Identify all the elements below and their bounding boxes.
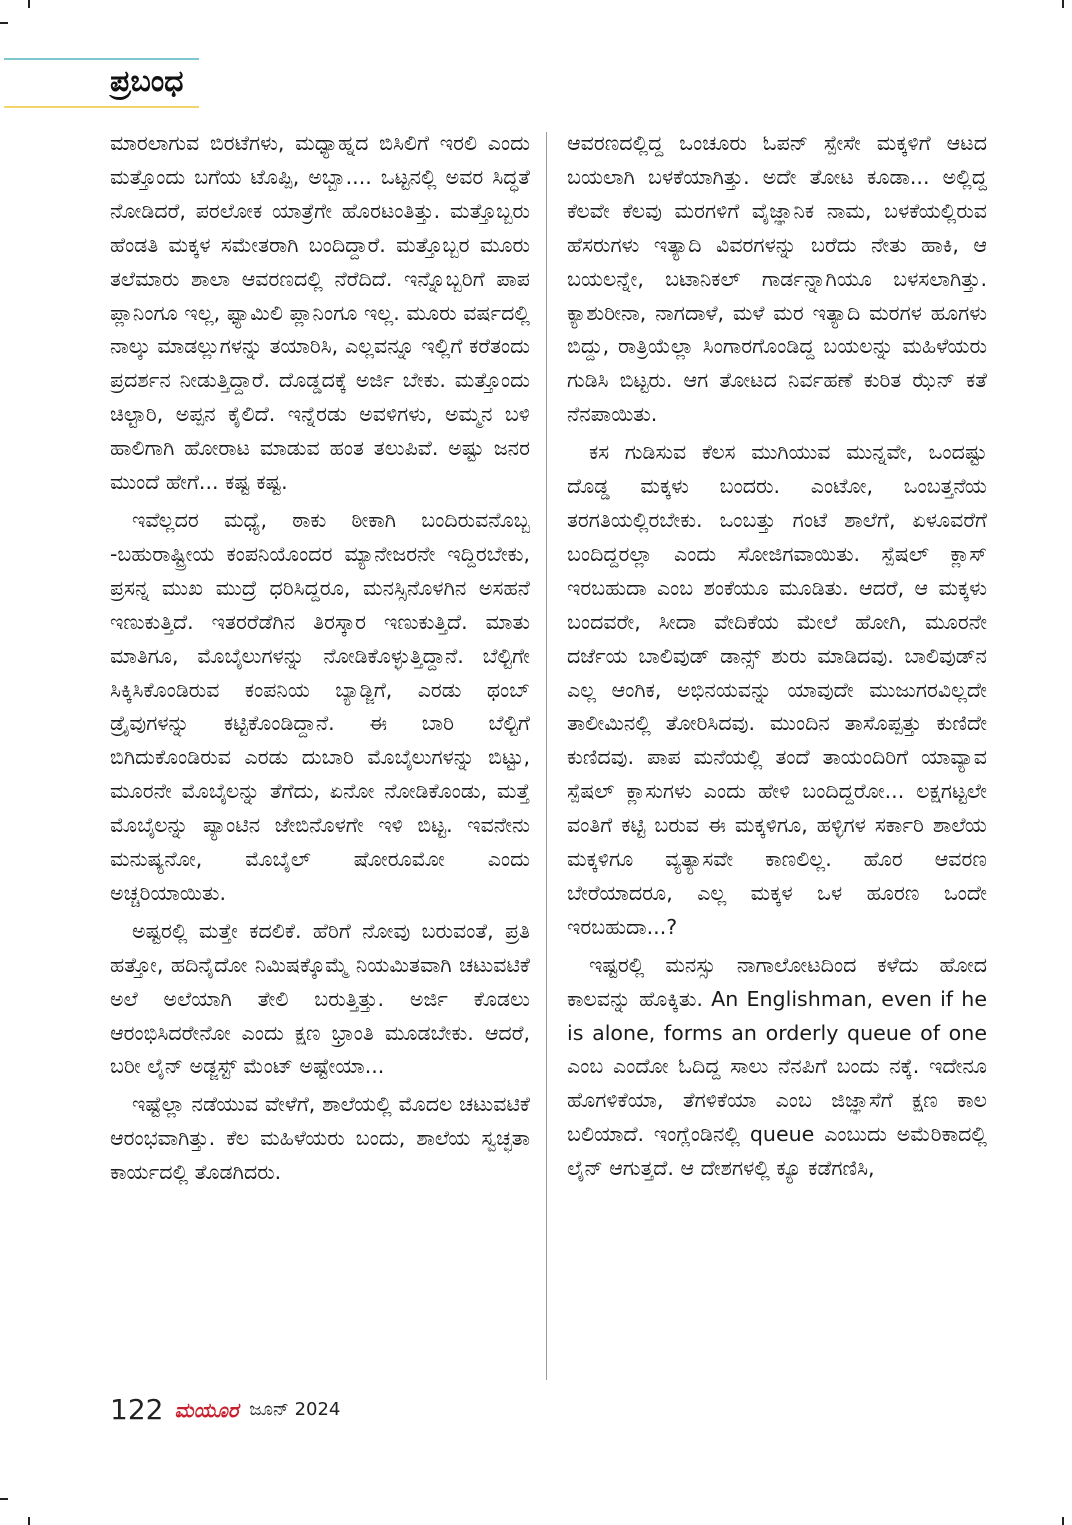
paragraph: ಇವೆಲ್ಲದರ ಮಧ್ಯೆ, ಠಾಕು ಠೀಕಾಗಿ ಬಂದಿರುವನೊಬ್ಬ -ಬಹುರಾಷ್ಟ್ರೀಯ ಕಂಪನಿಯೊಂದರ ಮ್ಯಾನೇಜರನೇ ಇದ್ದಿರಬೇಕು, ಪ್ರಸನ್ನ ಮುಖ ಮುದ್ರೆ ಧರಿಸಿದ್ದರೂ, ಮನಸ್ಸಿನೊಳಗಿನ ಅಸಹನೆ ಇಣುಕುತ್ತಿದೆ. ಇತರರೆಡೆಗಿನ ತಿರಸ್ಕಾರ ಇಣುಕುತ್ತಿದೆ. ಮಾತು ಮಾತಿಗೂ, ಮೊಬೈಲುಗಳನ್ನು ನೋಡಿಕೊಳ್ಳುತ್ತಿದ್ದಾನೆ. ಬೆಲ್ಟಿಗೇ ಸಿಕ್ಕಿಸಿಕೊಂಡಿರುವ ಕಂಪನಿಯ ಬ್ಯಾಡ್ಜಿಗೆ, ಎರಡು ಥಂಬ್ ಡ್ರೈವುಗಳನ್ನು ಕಟ್ಟಿಕೊಂಡಿದ್ದಾನೆ. ಈ ಬಾರಿ ಬೆಲ್ಟಿಗೆ ಬಿಗಿದುಕೊಂಡಿರುವ ಎರಡು ದುಬಾರಿ ಮೊಬೈಲುಗಳನ್ನು ಬಿಟ್ಟು, ಮೂರನೇ ಮೊಬೈಲನ್ನು ತೆಗೆದು, ಏನೋ ನೋಡಿಕೊಂಡು, ಮತ್ತೆ ಮೊಬೈಲನ್ನು ಪ್ಯಾಂಟಿನ ಜೇಬಿನೊಳಗೇ ಇಳಿ ಬಿಟ್ಟ. ಇವನೇನು ಮನುಷ್ಯನೋ, ಮೊಬೈಲ್ ಷೋರೂಮೋ ಎಂದು ಅಚ್ಚರಿಯಾಯಿತು. bbox=[110, 507, 530, 905]
left-column bbox=[110, 127, 530, 1194]
right-column bbox=[567, 127, 987, 1190]
paragraph: ಮಾರಲಾಗುವ ಬಿರಟೆಗಳು, ಮಧ್ಯಾಹ್ನದ ಬಿಸಿಲಿಗೆ ಇರಲಿ ಎಂದು ಮತ್ತೊಂದು ಬಗೆಯ ಟೊಪ್ಪಿ, ಅಬ್ಬಾ.... ಒಟ್ಟನಲ್ಲಿ ಅವರ ಸಿದ್ಧತೆ ನೋಡಿದರೆ, ಪರಲೋಕ ಯಾತ್ರೆಗೇ ಹೊರಟಂತಿತ್ತು. ಮತ್ತೊಬ್ಬರು ಹೆಂಡತಿ ಮಕ್ಕಳ ಸಮೇತರಾಗಿ ಬಂದಿದ್ದಾರೆ. ಮತ್ತೊಬ್ಬರ ಮೂರು ತಲೆಮಾರು ಶಾಲಾ ಆವರಣದಲ್ಲಿ ನೆರೆದಿದೆ. ಇನ್ನೊಬ್ಬರಿಗೆ ಪಾಪ ಪ್ಲಾನಿಂಗೂ ಇಲ್ಲ, ಫ್ಯಾಮಿಲಿ ಪ್ಲಾನಿಂಗೂ ಇಲ್ಲ. ಮೂರು ವರ್ಷದಲ್ಲಿ ನಾಲ್ಕು ಮಾಡಲ್ಲುಗಳನ್ನು ತಯಾರಿಸಿ, ಎಲ್ಲವನ್ನೂ ಇಲ್ಲಿಗೆ ಕರೆತಂದು ಪ್ರದರ್ಶನ ನೀಡುತ್ತಿದ್ದಾರೆ. ದೊಡ್ಡದಕ್ಕೆ ಅರ್ಜಿ ಬೇಕು. ಮತ್ತೊಂದು ಚಿಲ್ಟಾರಿ, ಅಪ್ಪನ ಕೈಲಿದೆ. ಇನ್ನೆರಡು ಅವಳಿಗಳು, ಅಮ್ಮನ ಬಳಿ ಹಾಲಿಗಾಗಿ ಹೋರಾಟ ಮಾಡುವ ಹಂತ ತಲುಪಿವೆ. ಅಷ್ಟು ಜನರ ಮುಂದೆ ಹೇಗೆ... ಕಷ್ಟ ಕಷ್ಟ. bbox=[110, 131, 530, 495]
header-rule-bottom bbox=[4, 106, 199, 108]
crop-mark bbox=[0, 1498, 8, 1500]
header-rule-top bbox=[4, 58, 199, 60]
section-header bbox=[0, 58, 205, 110]
column-divider bbox=[546, 132, 547, 1380]
paragraph: ಇಷ್ಟೆಲ್ಲಾ ನಡೆಯುವ ವೇಳೆಗೆ, ಶಾಲೆಯಲ್ಲಿ ಮೊದಲ ಚಟುವಟಿಕೆ ಆರಂಭವಾಗಿತ್ತು. ಕೆಲ ಮಹಿಳೆಯರು ಬಂದು, ಶಾಲೆಯ ಸ್ವಚ್ಛತಾ ಕಾರ್ಯದಲ್ಲಿ ತೊಡಗಿದರು. bbox=[110, 1092, 530, 1185]
section-title: ಪ್ರಬಂಧ bbox=[110, 64, 184, 99]
crop-mark bbox=[28, 0, 30, 8]
crop-mark bbox=[1062, 0, 1064, 8]
crop-mark bbox=[1062, 1517, 1064, 1525]
page-number: 122 bbox=[110, 1393, 164, 1426]
paragraph: ಇಷ್ಟರಲ್ಲಿ ಮನಸ್ಸು ನಾಗಾಲೋಟದಿಂದ ಕಳೆದು ಹೋದ ಕಾಲವನ್ನು ಹೊಕ್ಕಿತು. An Englishman, even if he is alone, forms an orderly queue of one ಎಂಬ ಎಂದೋ ಓದಿದ್ದ ಸಾಲು ನೆನಪಿಗೆ ಬಂದು ನಕ್ಕೆ. ಇದೇನೂ ಹೊಗಳಿಕೆಯಾ, ತೆಗಳಿಕೆಯಾ ಎಂಬ ಜಿಜ್ಞಾಸೆಗೆ ಕ್ಷಣ ಕಾಲ ಬಲಿಯಾದೆ. ಇಂಗ್ಲೆಂಡಿನಲ್ಲಿ queue ಎಂಬುದು ಅಮೆರಿಕಾದಲ್ಲಿ ಲೈನ್ ಆಗುತ್ತದೆ. ಆ ದೇಶಗಳಲ್ಲಿ ಕ್ಯೂ ಕಡೆಗಣಿಸಿ, bbox=[567, 952, 987, 1181]
crop-mark bbox=[0, 22, 8, 24]
paragraph: ಕಸ ಗುಡಿಸುವ ಕೆಲಸ ಮುಗಿಯುವ ಮುನ್ನವೇ, ಒಂದಷ್ಟು ದೊಡ್ಡ ಮಕ್ಕಳು ಬಂದರು. ಎಂಟೋ, ಒಂಬತ್ತನೆಯ ತರಗತಿಯಲ್ಲಿರಬೇಕು. ಒಂಬತ್ತು ಗಂಟೆ ಶಾಲೆಗೆ, ಏಳೂವರೆಗೆ ಬಂದಿದ್ದರಲ್ಲಾ ಎಂದು ಸೋಜಿಗವಾಯಿತು. ಸ್ಪೆಷಲ್ ಕ್ಲಾಸ್ ಇರಬಹುದಾ ಎಂಬ ಶಂಕೆಯೂ ಮೂಡಿತು. ಆದರೆ, ಆ ಮಕ್ಕಳು ಬಂದವರೇ, ಸೀದಾ ವೇದಿಕೆಯ ಮೇಲೆ ಹೋಗಿ, ಮೂರನೇ ದರ್ಜೆಯ ಬಾಲಿವುಡ್ ಡಾನ್ಸ್ ಶುರು ಮಾಡಿದವು. ಬಾಲಿವುಡ್‌ನ ಎಲ್ಲ ಆಂಗಿಕ, ಅಭಿನಯವನ್ನು ಯಾವುದೇ ಮುಜುಗರವಿಲ್ಲದೇ ತಾಲೀಮಿನಲ್ಲಿ ತೋರಿಸಿದವು. ಮುಂದಿನ ತಾಸೊಪ್ಪತ್ತು ಕುಣಿದೇ ಕುಣಿದವು. ಪಾಪ ಮನೆಯಲ್ಲಿ ತಂದೆ ತಾಯಂದಿರಿಗೆ ಯಾವ್ಯಾವ ಸ್ಪೆಷಲ್ ಕ್ಲಾಸುಗಳು ಎಂದು ಹೇಳಿ ಬಂದಿದ್ದರೋ... ಲಕ್ಷಗಟ್ಟಲೇ ವಂತಿಗೆ ಕಟ್ಟಿ ಬರುವ ಈ ಮಕ್ಕಳಿಗೂ, ಹಳ್ಳಿಗಳ ಸರ್ಕಾರಿ ಶಾಲೆಯ ಮಕ್ಕಳಿಗೂ ವ್ಯತ್ಯಾಸವೇ ಕಾಣಲಿಲ್ಲ. ಹೊರ ಆವರಣ ಬೇರೆಯಾದರೂ, ಎಲ್ಲ ಮಕ್ಕಳ ಒಳ ಹೂರಣ ಒಂದೇ ಇರಬಹುದಾ...? bbox=[567, 440, 987, 939]
paragraph: ಅಷ್ಟರಲ್ಲಿ ಮತ್ತೇ ಕದಲಿಕೆ. ಹೆರಿಗೆ ನೋವು ಬರುವಂತೆ, ಪ್ರತಿ ಹತ್ತೋ, ಹದಿನೈದೋ ನಿಮಿಷಕ್ಕೊಮ್ಮೆ ನಿಯಮಿತವಾಗಿ ಚಟುವಟಿಕೆ ಅಲೆ ಅಲೆಯಾಗಿ ತೇಲಿ ಬರುತ್ತಿತ್ತು. ಅರ್ಜಿ ಕೊಡಲು ಆರಂಭಿಸಿದರೇನೋ ಎಂದು ಕ್ಷಣ ಭ್ರಾಂತಿ ಮೂಡಬೇಕು. ಆದರೆ, ಬರೀ ಲೈನ್ ಅಡ್ಜಸ್ಟ್ ಮೆಂಟ್ ಅಷ್ಟೇಯಾ... bbox=[110, 918, 530, 1079]
page-footer bbox=[110, 1393, 340, 1427]
issue-date: ಜೂನ್ 2024 bbox=[249, 1399, 341, 1420]
magazine-logo: ಮಯೂರ bbox=[174, 1397, 239, 1422]
paragraph: ಆವರಣದಲ್ಲಿದ್ದ ಒಂಚೂರು ಓಪನ್ ಸ್ಪೇಸೇ ಮಕ್ಕಳಿಗೆ ಆಟದ ಬಯಲಾಗಿ ಬಳಕೆಯಾಗಿತ್ತು. ಅದೇ ತೋಟ ಕೂಡಾ... ಅಲ್ಲಿದ್ದ ಕೆಲವೇ ಕೆಲವು ಮರಗಳಿಗೆ ವೈಜ್ಞಾನಿಕ ನಾಮ, ಬಳಕೆಯಲ್ಲಿರುವ ಹೆಸರುಗಳು ಇತ್ಯಾದಿ ವಿವರಗಳನ್ನು ಬರೆದು ನೇತು ಹಾಕಿ, ಆ ಬಯಲನ್ನೇ, ಬಟಾನಿಕಲ್ ಗಾರ್ಡನ್ನಾಗಿಯೂ ಬಳಸಲಾಗಿತ್ತು. ಕ್ಯಾಶುರೀನಾ, ನಾಗದಾಳೆ, ಮಳೆ ಮರ ಇತ್ಯಾದಿ ಮರಗಳ ಹೂಗಳು ಬಿದ್ದು, ರಾತ್ರಿಯೆಲ್ಲಾ ಸಿಂಗಾರಗೊಂಡಿದ್ದ ಬಯಲನ್ನು ಮಹಿಳೆಯರು ಗುಡಿಸಿ ಬಿಟ್ಟರು. ಆಗ ತೋಟದ ನಿರ್ವಹಣೆ ಕುರಿತ ಝೆನ್ ಕತೆ ನೆನಪಾಯಿತು. bbox=[567, 131, 987, 427]
crop-mark bbox=[28, 1517, 30, 1525]
